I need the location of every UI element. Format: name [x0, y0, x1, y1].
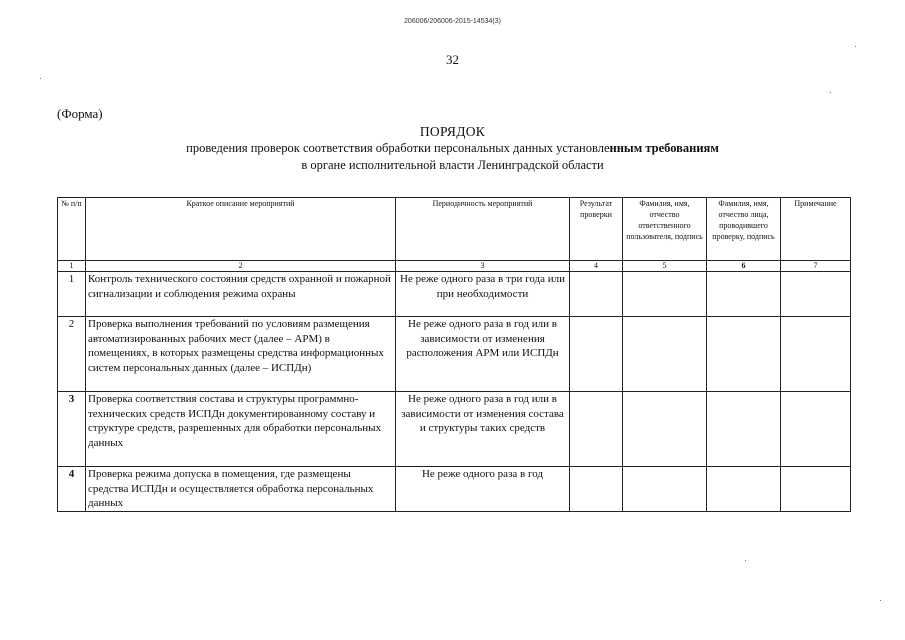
subtitle-line-1	[0, 141, 905, 156]
form-label: (Форма)	[57, 106, 103, 121]
header-description: Краткое описание мероприятий	[86, 198, 396, 261]
row-periodicity: Не реже одного раза в три года или при необходимости	[396, 272, 570, 317]
scan-speck	[855, 46, 856, 47]
subtitle-line-2: в органе исполнительной власти Ленинградской области	[301, 158, 604, 172]
subtitle-line-1-normal: проведения проверок соответствия обработки персональных данных установле	[186, 141, 610, 155]
row-description: Проверка соответствия состава и структуры программно-технических средств ИСПДн документированному составу и структуре средств, разрешенных для обработки персональных данных	[86, 392, 396, 467]
row-result-cell[interactable]	[570, 272, 623, 317]
row-inspector-cell[interactable]	[707, 272, 781, 317]
scan-speck	[830, 92, 831, 93]
header-inspector: Фамилия, имя, отчество лица, проводившего проверку, подпись	[707, 198, 781, 261]
row-periodicity: Не реже одного раза в год или в зависимости от изменения расположения АРМ или ИСПДн	[396, 317, 570, 392]
row-inspector-cell[interactable]	[707, 467, 781, 512]
row-responsible-cell[interactable]	[623, 272, 707, 317]
column-number: 4	[570, 261, 623, 272]
row-description: Проверка режима допуска в помещения, где размещены средства ИСПДн и осуществляется обработка персональных данных	[86, 467, 396, 512]
scan-speck	[880, 600, 881, 601]
row-responsible-cell[interactable]	[623, 392, 707, 467]
column-number: 5	[623, 261, 707, 272]
header-note: Примечание	[781, 198, 851, 261]
document-title: ПОРЯДОК	[419, 124, 486, 139]
row-responsible-cell[interactable]	[623, 467, 707, 512]
header-periodicity: Периодичность мероприятий	[396, 198, 570, 261]
row-inspector-cell[interactable]	[707, 317, 781, 392]
document-id: 206006/206006-2015-14534(3)	[404, 18, 501, 25]
page-number: 32	[446, 52, 459, 67]
row-inspector-cell[interactable]	[707, 392, 781, 467]
column-number: 7	[781, 261, 851, 272]
row-description: Контроль технического состояния средств охранной и пожарной сигнализации и соблюдения режима охраны	[86, 272, 396, 317]
column-number-row	[58, 261, 851, 272]
row-periodicity: Не реже одного раза в год или в зависимости от изменения состава и структуры таких средств	[396, 392, 570, 467]
column-number: 3	[396, 261, 570, 272]
table-row	[58, 467, 851, 512]
table-header-row	[58, 198, 851, 261]
header-result: Результат проверки	[570, 198, 623, 261]
scan-speck	[745, 560, 746, 561]
row-periodicity: Не реже одного раза в год	[396, 467, 570, 512]
table-row	[58, 272, 851, 317]
scan-speck	[40, 78, 41, 79]
row-number: 2	[58, 317, 86, 392]
row-number: 4	[58, 467, 86, 512]
row-result-cell[interactable]	[570, 317, 623, 392]
column-number: 6	[707, 261, 781, 272]
table-row	[58, 392, 851, 467]
column-number: 1	[58, 261, 86, 272]
row-note-cell[interactable]	[781, 392, 851, 467]
row-result-cell[interactable]	[570, 392, 623, 467]
subtitle-line-1-bold: нным требованиям	[609, 141, 719, 155]
column-number: 2	[86, 261, 396, 272]
inspection-table	[57, 197, 851, 512]
row-note-cell[interactable]	[781, 317, 851, 392]
row-description: Проверка выполнения требований по условиям размещения автоматизированных рабочих мест (далее – АРМ) в помещениях, в которых размещены средства информационных систем персональных данных (далее – ИСПДн)	[86, 317, 396, 392]
row-note-cell[interactable]	[781, 467, 851, 512]
header-num: № п/п	[58, 198, 86, 261]
row-responsible-cell[interactable]	[623, 317, 707, 392]
row-note-cell[interactable]	[781, 272, 851, 317]
row-number: 1	[58, 272, 86, 317]
row-number: 3	[58, 392, 86, 467]
row-result-cell[interactable]	[570, 467, 623, 512]
header-responsible-user: Фамилия, имя, отчество ответственного пользователя, подпись	[623, 198, 707, 261]
table-row	[58, 317, 851, 392]
